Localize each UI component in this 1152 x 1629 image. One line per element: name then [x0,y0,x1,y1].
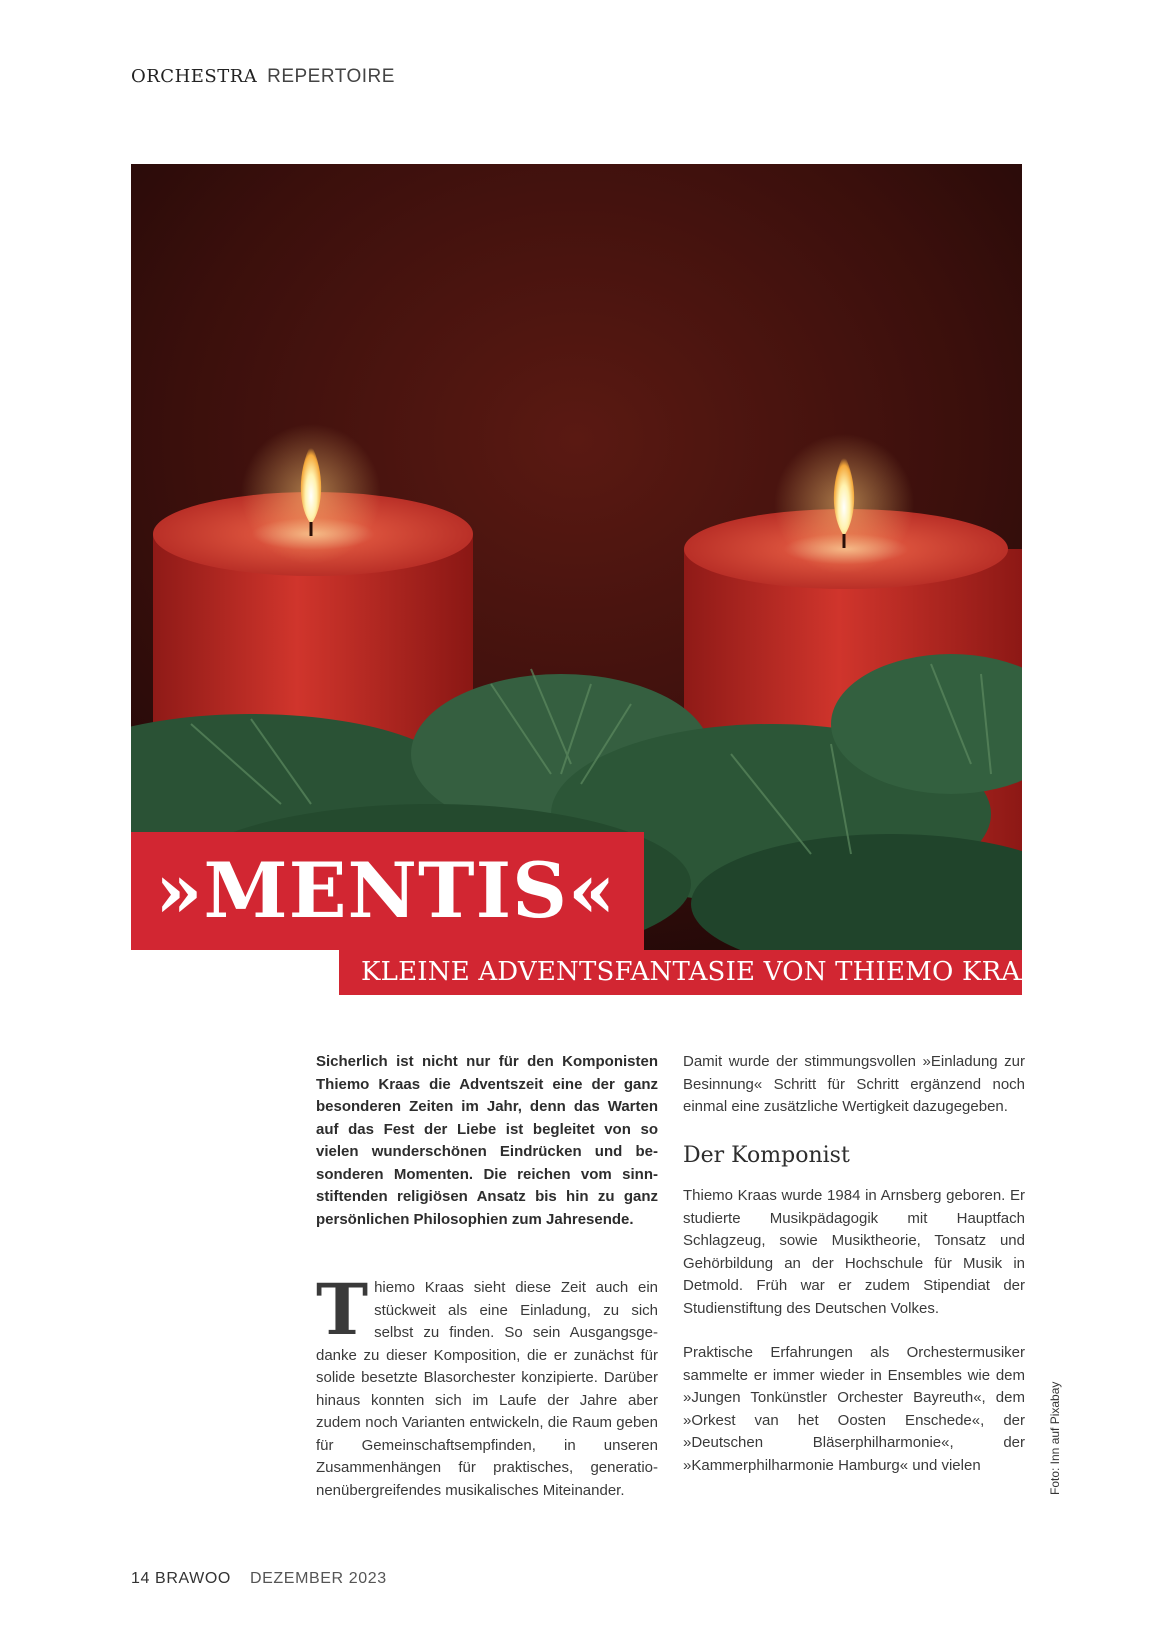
article-column-left [316,1051,658,1502]
section-header [131,66,395,88]
drop-cap: T [316,1268,369,1351]
page-number: 14 [131,1570,150,1587]
issue-date: DEZEMBER 2023 [250,1570,387,1587]
body-paragraph: Thiemo Kraas wurde 1984 in Arnsberg geboren. Er studierte Musikpädagogik mit Hauptfach Schlagzeug, sowie Musiktheorie, Tonsatz und Gehörbildung an der Hochschule für Musik in Detmold. Früh war er zudem Stipendiat der Studienstiftung des Deutschen Volkes. [683,1187,1025,1317]
lead-paragraph: Sicherlich ist nicht nur für den Komponisten Thiemo Kraas die Adventszeit eine der ganz besonderen Zeiten im Jahr, denn das Warten auf das Fest der Liebe ist begleitet von so vielen wunderschönen Eindrücken und besonderen Momenten. Die reichen vom sinnstiftenden religiösen Ansatz bis hin zu ganz persönlichen Philosophien zum Jahresende. [316,1053,658,1228]
body-paragraph [316,1268,658,1502]
magazine-name: BRAWOO [155,1570,231,1587]
body-paragraph: Damit wurde der stimmungsvollen »Einladung zur Besinnung« Schritt für Schritt ergänzend noch einmal eine zusätzliche Wertigkeit dazugegeben. [683,1053,1025,1115]
page-footer [131,1570,387,1588]
paragraph-text: hiemo Kraas sieht diese Zeit auch ein stückweit als eine Einladung, zu sich selbst zu finden. So sein Ausgangsgedanke zu dieser Komposition, die er zunächst für solide besetzte Blasorchester konzipierte. Darüber hinaus konnten sich im Laufe der Jahre aber zudem noch Varianten entwickeln, die Raum geben für Gemeinschaftsempfinden, in unseren Zusammenhängen für praktisches, generationenübergreifendes musikalisches Miteinander. [316,1279,658,1499]
subsection-label: REPERTOIRE [267,66,395,87]
article-title: »MENTIS« [131,832,644,950]
article-subtitle: KLEINE ADVENTSFANTASIE VON THIEMO KRAAS [339,950,1022,995]
photo-credit: Foto: Inn auf Pixabay [1048,1381,1062,1495]
section-label: ORCHESTRA [131,66,258,87]
article-column-right [683,1051,1025,1477]
subheading: Der Komponist [683,1142,850,1168]
body-paragraph: Praktische Erfahrungen als Orchestermusiker sammelte er immer wieder in Ensembles wie dem »Jungen Tonkünstler Orchester Bayreuth«, dem »Orkest van het Oosten Enschede«, der »Deutschen Bläserphilharmonie«, der »Kammerphilharmonie Hamburg« und vielen [683,1344,1025,1474]
